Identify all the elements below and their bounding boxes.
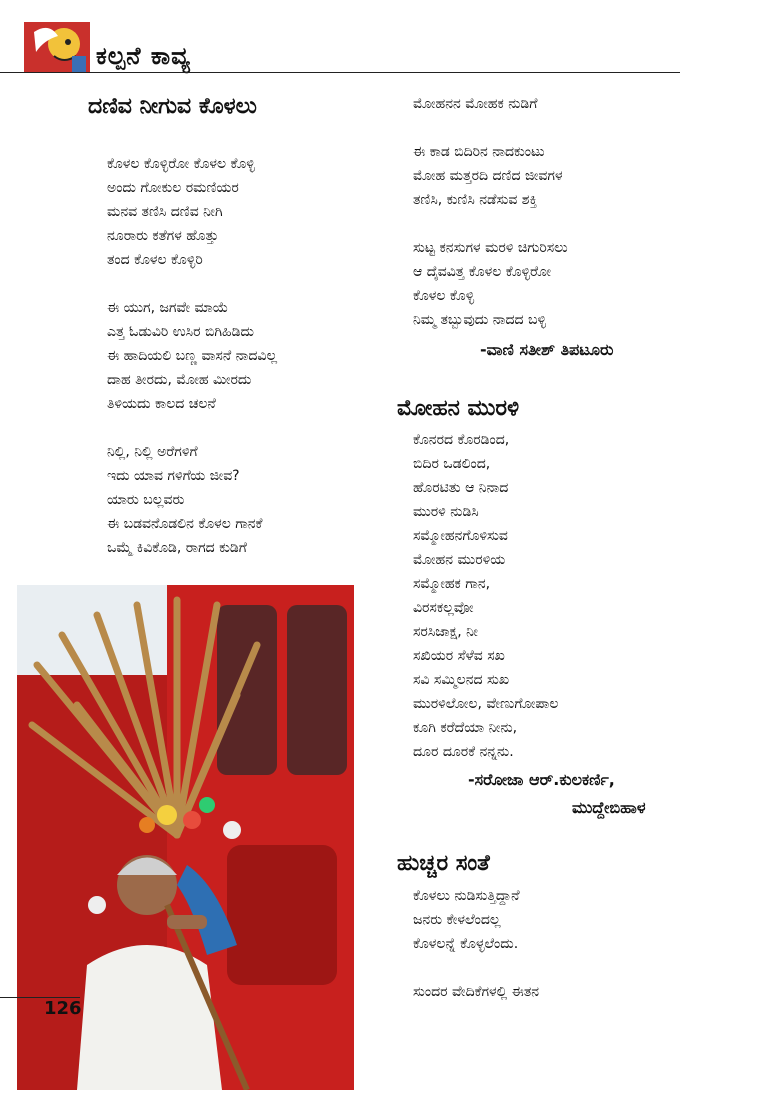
poem-line: ಮುರಳಿಲೋಲ, ವೇಣುಗೋಪಾಲ bbox=[413, 696, 559, 712]
stanza-gap bbox=[107, 416, 277, 440]
poem-line: ಕೊಳಲನ್ನೆ ಕೊಳ್ಳಲೆಂದು. bbox=[413, 936, 519, 952]
stanza-gap bbox=[107, 272, 277, 296]
poem-line: ಮೋಹನ ಮುರಳಿಯ bbox=[413, 552, 506, 568]
stanza-gap bbox=[413, 956, 539, 980]
poem3-title: ಹುಚ್ಚರ ಸಂತೆ bbox=[397, 851, 490, 876]
poem-line: ವಿರಸಕಲ್ಲವೋ bbox=[413, 600, 474, 616]
stanza-gap bbox=[413, 212, 568, 236]
poem-line: ನಿಮ್ಮ ತಬ್ಬುವುದು ನಾದದ ಬಳ್ಳಿ bbox=[413, 312, 547, 328]
poem-line: ಕೂಗಿ ಕರೆದೆಯಾ ನೀನು, bbox=[413, 720, 518, 736]
poem-line: ತಿಳಿಯದು ಕಾಲದ ಚಲನೆ bbox=[107, 396, 216, 412]
poem-line: ಸುಟ್ಟ ಕನಸುಗಳ ಮರಳಿ ಚಿಗುರಿಸಲು bbox=[413, 240, 568, 256]
poem-line: ಇದು ಯಾವ ಗಳಿಗೆಯ ಜೀವ? bbox=[107, 468, 240, 484]
poem-line: ಕೊನರದ ಕೊರಡಿಂದ, bbox=[413, 432, 510, 448]
poem-line: ಕೊಳಲ ಕೊಳ್ಳಿ bbox=[413, 288, 475, 304]
poem-line: ಎತ್ತ ಓಡುವಿರಿ ಉಸಿರ ಬಿಗಿಹಿಡಿದು bbox=[107, 324, 254, 340]
poem-line: ಸಮ್ಮೋಹಕ ಗಾನ, bbox=[413, 576, 491, 592]
poem-line: ಒಮ್ಮೆ ಕಿವಿಕೊಡಿ, ರಾಗದ ಕುಡಿಗೆ bbox=[107, 540, 247, 556]
poem-line: ತಂದ ಕೊಳಲ ಕೊಳ್ಳಿರಿ bbox=[107, 252, 203, 268]
poem-line: ದೂರ ದೂರಕೆ ನನ್ನನು. bbox=[413, 744, 514, 760]
page-number: 126 bbox=[44, 998, 82, 1019]
poem1-right-column bbox=[413, 92, 568, 332]
poem-line: ಕೊಳಲ ಕೊಳ್ಳಿರೋ ಕೊಳಲ ಕೊಳ್ಳಿ bbox=[107, 156, 255, 172]
poem-line: ಸರಸಿಜಾಕ್ಷ, ನೀ bbox=[413, 624, 478, 640]
poem-line: ಸುಂದರ ವೇದಿಕೆಗಳಲ್ಲಿ ಈತನ bbox=[413, 984, 540, 1000]
poem-line: ಜನರು ಕೇಳಲೆಂದಲ್ಲ bbox=[413, 912, 501, 928]
poem-line: ಮುರಳಿ ನುಡಿಸಿ bbox=[413, 504, 479, 520]
header-divider bbox=[0, 72, 680, 73]
poem-line: ಕೊಳಲು ನುಡಿಸುತ್ತಿದ್ದಾನೆ bbox=[413, 888, 520, 904]
poem-line: ಸಮ್ಮೋಹನಗೊಳಿಸುವ bbox=[413, 528, 508, 544]
stanza-gap bbox=[413, 116, 568, 140]
section-title: ಕಲ್ಪನೆ ಕಾವ್ಯ bbox=[96, 42, 191, 70]
poem-line: ಸವಿ ಸಮ್ಮಿಲನದ ಸುಖ bbox=[413, 672, 510, 688]
poem-line: ಹೊರಟಿತು ಆ ನಿನಾದ bbox=[413, 480, 509, 496]
poem2-credit-place: ಮುದ್ದೇಬಿಹಾಳ bbox=[572, 798, 646, 817]
poem-line: ನಿಲ್ಲಿ, ನಿಲ್ಲಿ ಅರೆಗಳಿಗೆ bbox=[107, 444, 198, 460]
poem1-credit: -ವಾಣಿ ಸತೀಶ್ ತಿಪಟೂರು bbox=[480, 340, 614, 359]
poem-line: ಈ ಯುಗ, ಜಗವೇ ಮಾಯೆ bbox=[107, 300, 229, 316]
poem-line: ಮನವ ತಣಿಸಿ ದಣಿವ ನೀಗಿ bbox=[107, 204, 223, 220]
poem-line: ಅಂದು ಗೋಕುಲ ರಮಣಿಯರ bbox=[107, 180, 239, 196]
poem2-lines bbox=[413, 428, 558, 764]
poem-line: ಸಖಿಯರ ಸೆಳೆವ ಸಖ bbox=[413, 648, 505, 664]
poem-line: ಯಾರು ಬಲ್ಲವರು bbox=[107, 492, 185, 508]
poem-line: ತಣಿಸಿ, ಕುಣಿಸಿ ನಡೆಸುವ ಶಕ್ತಿ bbox=[413, 192, 538, 208]
poem-line: ಈ ಬಡವನೊಡಲಿನ ಕೊಳಲ ಗಾನಕೆ bbox=[107, 516, 263, 532]
poem-line: ಮೋಹನನ ಮೋಹಕ ನುಡಿಗೆ bbox=[413, 96, 538, 112]
poem-line: ಈ ಹಾದಿಯಲಿ ಬಣ್ಣ ವಾಸನೆ ನಾದವಿಲ್ಲ bbox=[107, 348, 278, 364]
poem-line: ನೂರಾರು ಕತೆಗಳ ಹೊತ್ತು bbox=[107, 228, 219, 244]
poem-line: ಈ ಕಾಡ ಬಿದಿರಿನ ನಾದಕುಂಟು bbox=[413, 144, 545, 160]
face-illustration-icon bbox=[24, 22, 90, 72]
poem-line: ಬಿದಿರ ಒಡಲಿಂದ, bbox=[413, 456, 491, 472]
poem-line: ದಾಹ ತೀರದು, ಮೋಹ ಮೀರದು bbox=[107, 372, 252, 388]
poem3-lines bbox=[413, 884, 539, 1004]
poem2-title: ಮೋಹನ ಮುರಳಿ bbox=[397, 396, 520, 421]
poem1-left-column bbox=[107, 152, 277, 560]
logo bbox=[24, 22, 90, 72]
poem1-title: ದಣಿವ ನೀಗುವ ಕೊಳಲು bbox=[88, 94, 257, 119]
poem2-credit: -ಸರೋಜಾ ಆರ್.ಕುಲಕರ್ಣಿ, bbox=[468, 770, 615, 789]
poem-line: ಆ ದೈವವಿತ್ತ ಕೊಳಲ ಕೊಳ್ಳಿರೋ bbox=[413, 264, 551, 280]
poem-line: ಮೋಹ ಮತ್ತರದಿ ದಣಿದ ಜೀವಗಳ bbox=[413, 168, 563, 184]
